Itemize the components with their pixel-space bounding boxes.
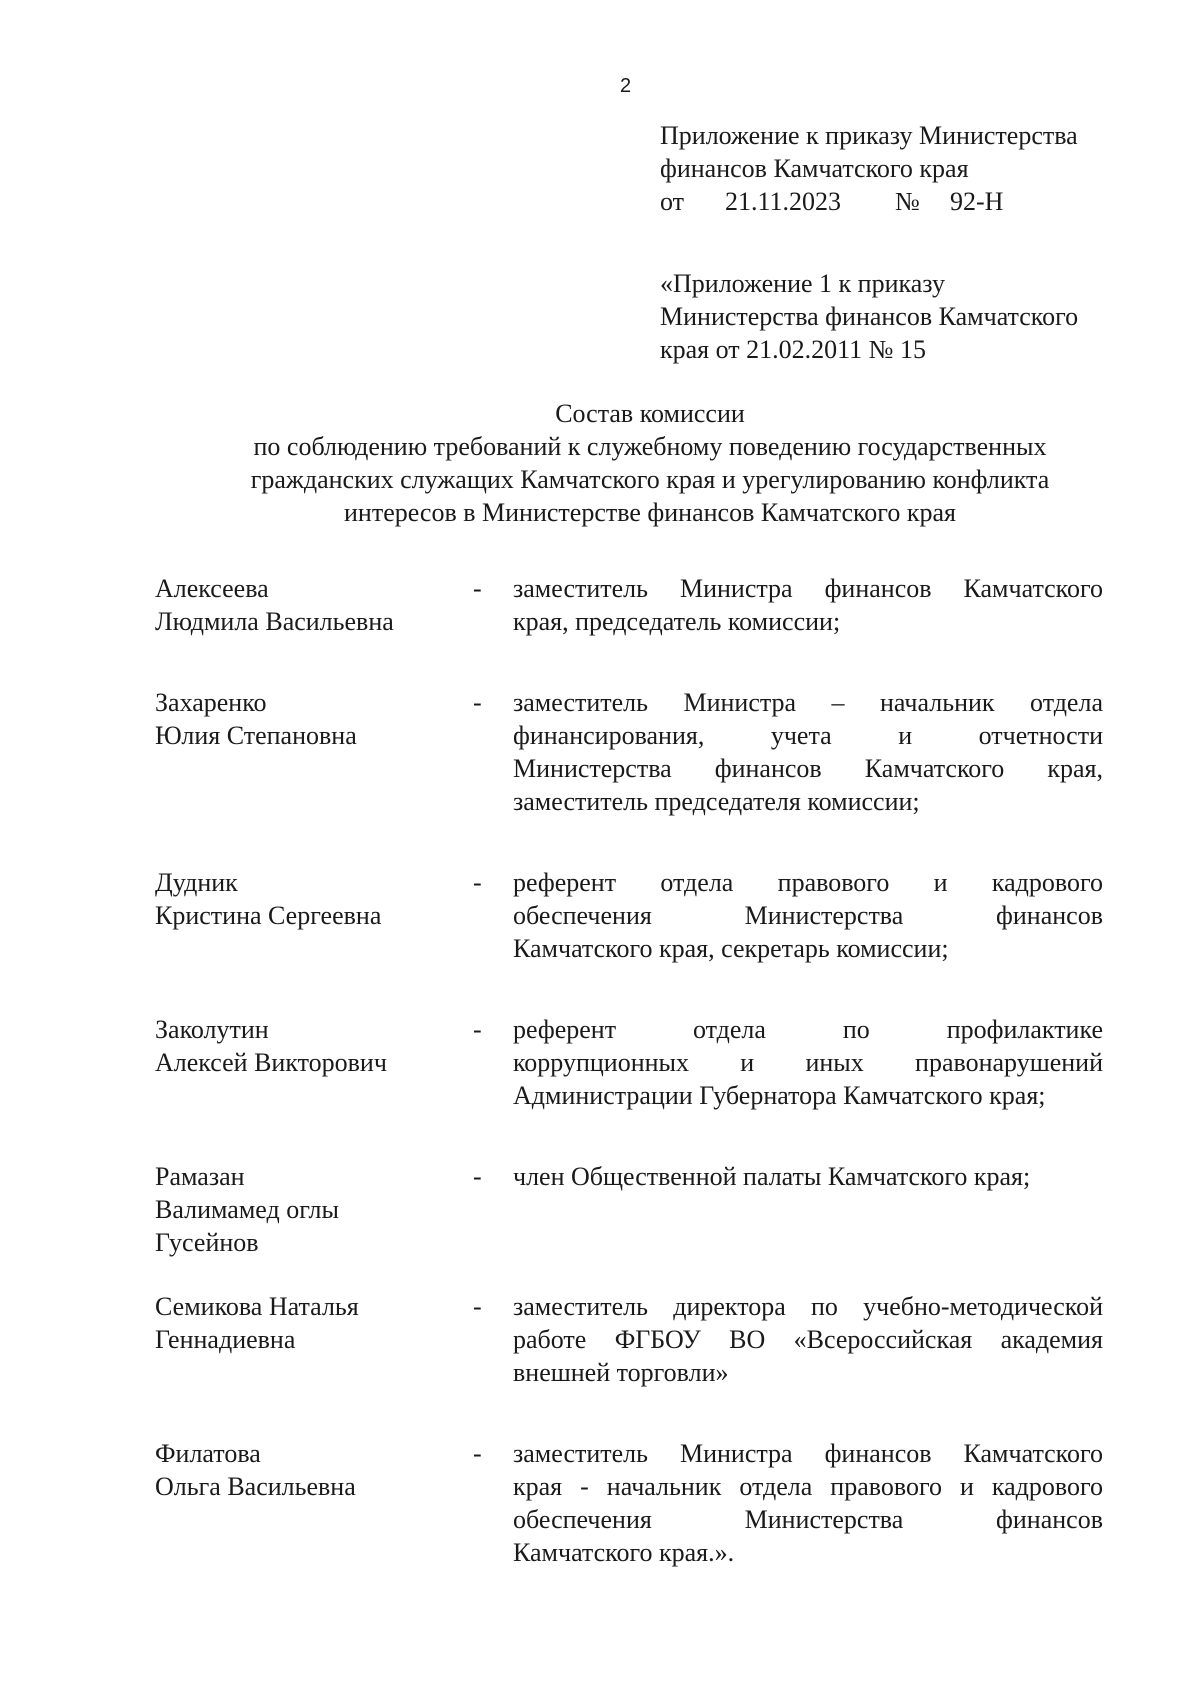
order-number-sign: №: [895, 187, 920, 216]
appendix-reference: [660, 267, 1130, 366]
member-name-line: Семикова Наталья: [155, 1292, 359, 1321]
member-dash: -: [473, 1162, 482, 1191]
member-name: [155, 1013, 455, 1079]
order-details: [660, 185, 1130, 218]
member-name: [155, 1437, 455, 1503]
member-row: [0, 1013, 1200, 1160]
member-dash: -: [473, 1292, 482, 1321]
appendix-line: финансов Камчатского края: [660, 154, 969, 183]
order-ot-label: от: [660, 187, 685, 216]
role-line: заместитель председателя комиссии;: [513, 787, 920, 816]
member-row: [0, 1290, 1200, 1437]
member-given-names: Юлия Степановна: [155, 721, 357, 750]
member-given-names: Ольга Васильевна: [155, 1472, 356, 1501]
member-role: [513, 686, 1103, 866]
member-row: [0, 686, 1200, 866]
role-line: внешней торговли»: [513, 1358, 729, 1387]
role-line: Камчатского края, секретарь комиссии;: [513, 934, 949, 963]
member-row: [0, 1160, 1200, 1290]
order-date: 21.11.2023: [725, 187, 842, 216]
member-name: [155, 866, 455, 932]
member-role: [513, 1437, 1103, 1577]
member-name: [155, 1290, 455, 1356]
member-surname: Захаренко: [155, 688, 267, 717]
member-name: [155, 686, 455, 752]
member-dash: -: [473, 688, 482, 717]
heading-line: интересов в Министерстве финансов Камчатского края: [344, 498, 956, 527]
appendix-header: [660, 119, 1130, 218]
member-name-line: Гусейнов: [155, 1228, 259, 1257]
appendix-ref-line: края от 21.02.2011 № 15: [660, 335, 926, 364]
member-name: [155, 1160, 455, 1259]
member-surname: Дудник: [155, 868, 238, 897]
member-dash: -: [473, 574, 482, 603]
commission-members: [0, 572, 1200, 1577]
role-line: референт отдела правового и кадрового: [513, 868, 1103, 897]
member-role: [513, 1160, 1103, 1290]
role-line: заместитель Министра – начальник отдела: [513, 688, 1103, 717]
member-role: [513, 866, 1103, 1013]
member-surname: Филатова: [155, 1439, 261, 1468]
member-row: [0, 1437, 1200, 1577]
role-line: финансирования, учета и отчетности: [513, 721, 1103, 750]
member-dash: -: [473, 1439, 482, 1468]
heading-line: гражданских служащих Камчатского края и урегулированию конфликта: [250, 465, 1050, 494]
role-line: Администрации Губернатора Камчатского края;: [513, 1081, 1046, 1110]
appendix-ref-line: Министерства финансов Камчатского: [660, 302, 1079, 331]
document-heading: [150, 397, 1150, 529]
role-line: заместитель директора по учебно-методической: [513, 1292, 1103, 1321]
member-name-line: Рамазан: [155, 1162, 245, 1191]
role-line: член Общественной палаты Камчатского края;: [513, 1162, 1031, 1191]
member-given-names: Людмила Васильевна: [155, 607, 394, 636]
role-line: края - начальник отдела правового и кадрового: [513, 1472, 1103, 1501]
heading-title: Состав комиссии: [555, 399, 745, 428]
member-surname: Алексеева: [155, 574, 269, 603]
member-given-names: Кристина Сергеевна: [155, 901, 382, 930]
member-name-line: Геннадиевна: [155, 1325, 296, 1354]
member-dash: -: [473, 1015, 482, 1044]
member-role: [513, 572, 1103, 686]
role-line: работе ФГБОУ ВО «Всероссийская академия: [513, 1325, 1103, 1354]
member-row: [0, 866, 1200, 1013]
appendix-ref-line: «Приложение 1 к приказу: [660, 269, 946, 298]
appendix-line: Приложение к приказу Министерства: [660, 121, 1078, 150]
page-number: 2: [620, 75, 632, 97]
member-role: [513, 1013, 1103, 1160]
member-row: [0, 572, 1200, 686]
member-name-line: Валимамед оглы: [155, 1195, 339, 1224]
role-line: Министерства финансов Камчатского края,: [513, 754, 1103, 783]
role-line: заместитель Министра финансов Камчатского: [513, 1439, 1103, 1468]
role-line: заместитель Министра финансов Камчатского: [513, 574, 1103, 603]
member-given-names: Алексей Викторович: [155, 1048, 387, 1077]
role-line: референт отдела по профилактике: [513, 1015, 1103, 1044]
role-line: коррупционных и иных правонарушений: [513, 1048, 1103, 1077]
member-surname: Заколутин: [155, 1015, 269, 1044]
order-number: 92-Н: [950, 187, 1004, 216]
member-dash: -: [473, 868, 482, 897]
heading-line: по соблюдению требований к служебному поведению государственных: [253, 432, 1047, 461]
role-line: Камчатского края.».: [513, 1538, 735, 1567]
role-line: края, председатель комиссии;: [513, 607, 841, 636]
member-role: [513, 1290, 1103, 1437]
role-line: обеспечения Министерства финансов: [513, 1505, 1103, 1534]
role-line: обеспечения Министерства финансов: [513, 901, 1103, 930]
member-name: [155, 572, 455, 638]
